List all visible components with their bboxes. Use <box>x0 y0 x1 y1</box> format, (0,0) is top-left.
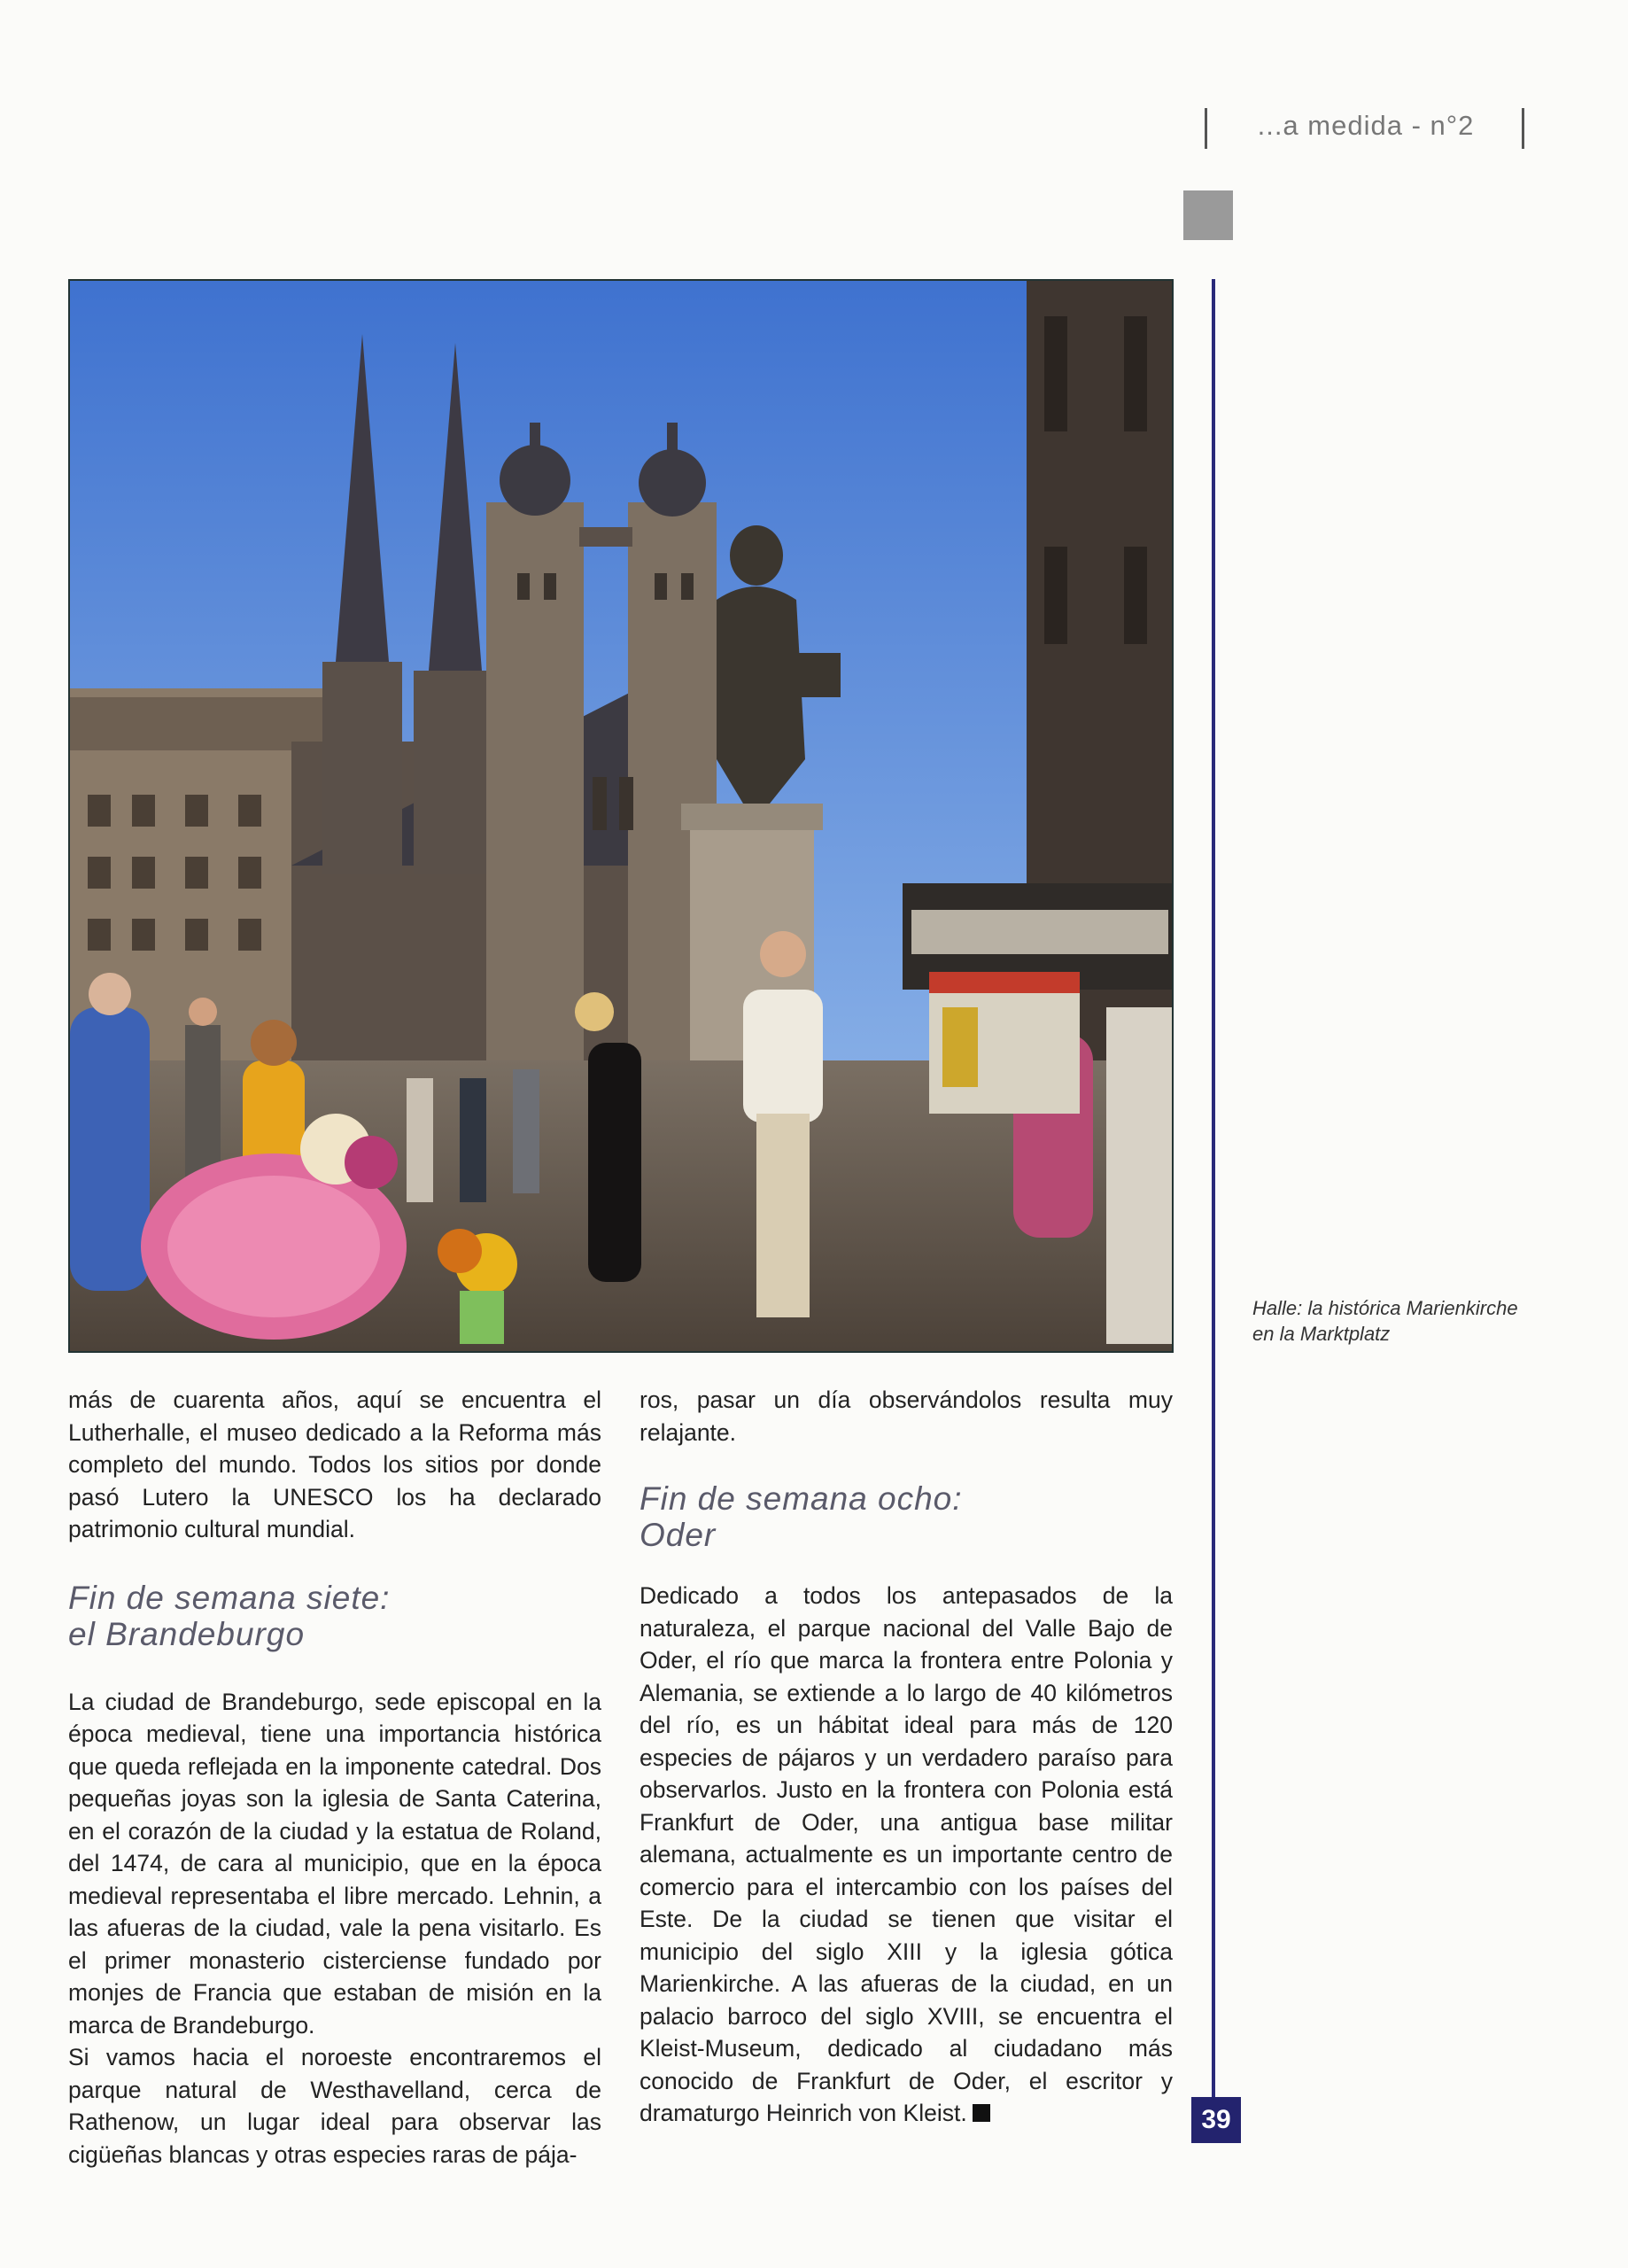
heading-brandeburgo-line2: el Brandeburgo <box>68 1615 306 1652</box>
magazine-header: ...a medida - n°2 <box>1257 110 1475 141</box>
oder-paragraph-wrapper <box>640 1580 1173 2130</box>
brandeburgo-paragraph-1: La ciudad de Brandeburgo, sede episcopal en la época medieval, tiene una importancia histórica que queda reflejada en la imponente catedral. Dos pequeñas joyas son la iglesia de Santa Caterina, en el corazón de la ciudad y la estatua de Roland, del 1474, de cara al municipio, que en la época medieval representaba el libre mercado. Lehnin, a las afueras de la ciudad, vale la pena visitarlo. Es el primer monasterio cisterciense fundado por monjes de Francia que estaban de misión en la marca de Brandeburgo. <box>68 1688 601 2039</box>
caption-line-2: en la Marktplatz <box>1252 1323 1391 1345</box>
right-column <box>640 1384 1173 2130</box>
photo-illustration <box>70 281 1172 1351</box>
heading-oder-line1: Fin de semana ocho: <box>640 1480 963 1517</box>
photo-caption <box>1252 1295 1545 1347</box>
decorative-square <box>1183 190 1233 240</box>
heading-oder <box>640 1480 1173 1553</box>
right-intro-paragraph: ros, pasar un día observándolos resulta muy relajante. <box>640 1386 1173 1446</box>
heading-oder-line2: Oder <box>640 1517 717 1553</box>
left-column <box>68 1384 601 2171</box>
oder-paragraph-1: Dedicado a todos los antepasados de la naturaleza, el parque nacional del Valle Bajo de Oder, el río que marca la frontera entre Polonia y Alemania, se extiende a lo largo de 40 kilómetros del río, es un hábitat ideal para más de 120 especies de pájaros y un verdadero paraíso para observarlos. Justo en la frontera con Polonia está Frankfurt de Oder, una antigua base militar alemana, actualmente es un importante centro de comercio para el intercambio con los países del Este. De la ciudad se tienen que visitar el municipio del siglo XIII y la iglesia gótica Marienkirche. A las afueras de la ciudad, en un palacio barroco del siglo XVIII, se encuentra el Kleist-Museum, dedicado al ciudadano más conocido de Frankfurt de Oder, el escritor y dramaturgo Heinrich von Kleist. <box>640 1582 1173 2126</box>
marktplatz-photo <box>68 279 1174 1353</box>
end-of-article-mark <box>973 2104 990 2122</box>
header-divider-left <box>1205 108 1207 149</box>
heading-brandeburgo <box>68 1580 601 1652</box>
page-number: 39 <box>1191 2097 1241 2143</box>
left-intro-paragraph: más de cuarenta años, aquí se encuentra el Lutherhalle, el museo dedicado a la Reforma más completo del mundo. Todos los sitios por donde pasó Lutero la UNESCO los ha declarado patrimonio cultural mundial. <box>68 1386 601 1542</box>
header-divider-right <box>1522 108 1524 149</box>
caption-line-1: Halle: la histórica Marienkirche <box>1252 1297 1518 1319</box>
vertical-rule <box>1212 279 1215 2097</box>
kiosk <box>929 972 1080 1114</box>
brandeburgo-paragraph-2: Si vamos hacia el noroeste encontraremos el parque natural de Westhavelland, cerca de Rathenow, un lugar ideal para observar las cigüeñas blancas y otras especies raras de pája- <box>68 2044 601 2168</box>
heading-brandeburgo-line1: Fin de semana siete: <box>68 1579 391 1616</box>
